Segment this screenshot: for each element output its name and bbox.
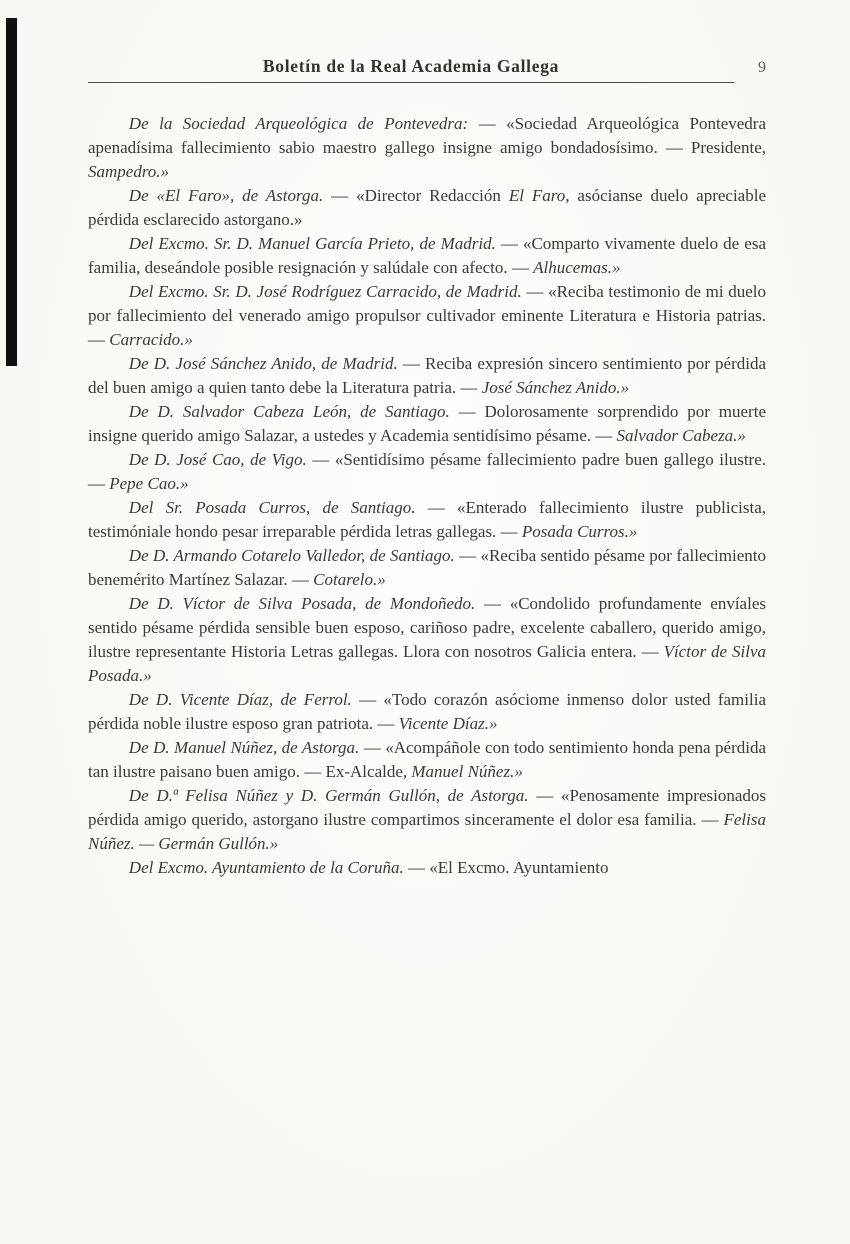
paragraph (88, 736, 766, 784)
roman-text: — «Condolido profundamente envíales sentido pésame pérdida sensible buen esposo, cariñoso padre, excelente caballero, querido amigo, ilustre representante Historia Letras gallegas. Llora con nosotros Galicia entera. — (88, 594, 766, 661)
italic-text: Vicente Díaz.» (398, 714, 498, 733)
paragraph (88, 448, 766, 496)
italic-text: Pepe Cao.» (109, 474, 189, 493)
paragraph (88, 400, 766, 448)
italic-text: Sampedro.» (88, 162, 170, 181)
roman-text: — «Sentidísimo pésame fallecimiento padre buen gallego ilustre. — (88, 450, 766, 493)
roman-text: — Dolorosamente sorprendido por muerte insigne querido amigo Salazar, a ustedes y Academia sentidísimo pésame. — (88, 402, 766, 445)
italic-text: De la Sociedad Arqueológica de Pontevedra: (128, 114, 469, 133)
roman-text: , asócianse duelo apreciable pérdida esclarecido astorgano.» (88, 186, 766, 229)
roman-text: — Reciba expresión sincero sentimiento por pérdida del buen amigo a quien tanto debe la Literatura patria. — (88, 354, 766, 397)
journal-title: Boletín de la Real Academia Gallega (262, 56, 560, 76)
italic-text: De D. Vicente Díaz, de Ferrol. (128, 690, 352, 709)
paragraph (88, 352, 766, 400)
italic-text: Cotarelo.» (313, 570, 386, 589)
paragraph (88, 544, 766, 592)
roman-text: — «Comparto vivamente duelo de esa familia, deseándole posible resignación y salúdale con afecto. — (88, 234, 766, 277)
roman-text: — «Enterado fallecimiento ilustre publicista, testimóniale hondo pesar irreparable pérdida letras gallegas. — (88, 498, 766, 541)
paragraph (88, 688, 766, 736)
paragraph (88, 592, 766, 688)
italic-text: De D. José Cao, de Vigo. (128, 450, 307, 469)
italic-text: Carracido.» (109, 330, 193, 349)
italic-text: De D. Armando Cotarelo Valledor, de Santiago. (128, 546, 455, 565)
roman-text: — «Acompáñole con todo sentimiento honda pena pérdida tan ilustre paisano buen amigo. — Ex-Alcalde, (88, 738, 766, 781)
italic-text: Posada Curros.» (521, 522, 638, 541)
italic-text: Alhucemas.» (533, 258, 621, 277)
body-text (88, 112, 766, 880)
italic-text: Víctor de Silva Posada.» (88, 642, 767, 685)
roman-text: — «Director Redacción (323, 186, 509, 205)
paragraph (88, 280, 766, 352)
italic-text: Del Sr. Posada Curros, de Santiago. (128, 498, 416, 517)
paragraph (88, 496, 766, 544)
italic-text: De D.ª Felisa Núñez y D. Germán Gullón, de Astorga. (128, 786, 529, 805)
roman-text: — «Penosamente impresionados pérdida amigo querido, astorgano ilustre compartimos sinceramente el dolor esa familia. — (88, 786, 766, 829)
page-header (88, 56, 766, 83)
roman-text: — «Reciba sentido pésame por fallecimiento benemérito Martínez Salazar. — (88, 546, 766, 589)
roman-text: — «Reciba testimonio de mi duelo por fallecimiento del venerado amigo propulsor cultivador eminente Literatura e Historia patrias. — (88, 282, 766, 349)
italic-text: Del Excmo. Sr. D. Manuel García Prieto, de Madrid. (128, 234, 496, 253)
italic-text: El Faro (508, 186, 566, 205)
paragraph (88, 784, 766, 856)
italic-text: Del Excmo. Sr. D. José Rodríguez Carracido, de Madrid. (128, 282, 522, 301)
roman-text: — «El Excmo. Ayuntamiento (403, 858, 609, 877)
italic-text: Del Excmo. Ayuntamiento de la Coruña. (128, 858, 404, 877)
paragraph (88, 232, 766, 280)
italic-text: De D. Manuel Núñez, de Astorga. (128, 738, 360, 757)
italic-text: Felisa Núñez. — Germán Gullón.» (88, 810, 766, 853)
italic-text: José Sánchez Anido.» (481, 378, 630, 397)
page-number: 9 (758, 59, 766, 76)
italic-text: De D. Salvador Cabeza León, de Santiago. (128, 402, 450, 421)
italic-text: De D. Víctor de Silva Posada, de Mondoñedo. (128, 594, 476, 613)
paragraph (88, 112, 766, 184)
roman-text: — «Todo corazón asóciome inmenso dolor usted familia pérdida noble ilustre esposo gran patriota. — (88, 690, 766, 733)
italic-text: De D. José Sánchez Anido, de Madrid. (128, 354, 398, 373)
italic-text: Manuel Núñez.» (411, 762, 523, 781)
paragraph (88, 856, 766, 880)
paragraph (88, 184, 766, 232)
header-rule (88, 56, 734, 83)
italic-text: De «El Faro», de Astorga. (128, 186, 324, 205)
roman-text: — «Sociedad Arqueológica Pontevedra apenadísima fallecimiento sabio maestro gallego insigne amigo bondadosísimo. — Presidente, (88, 114, 767, 157)
italic-text: Salvador Cabeza.» (616, 426, 746, 445)
scan-artifact-bar (6, 18, 17, 366)
